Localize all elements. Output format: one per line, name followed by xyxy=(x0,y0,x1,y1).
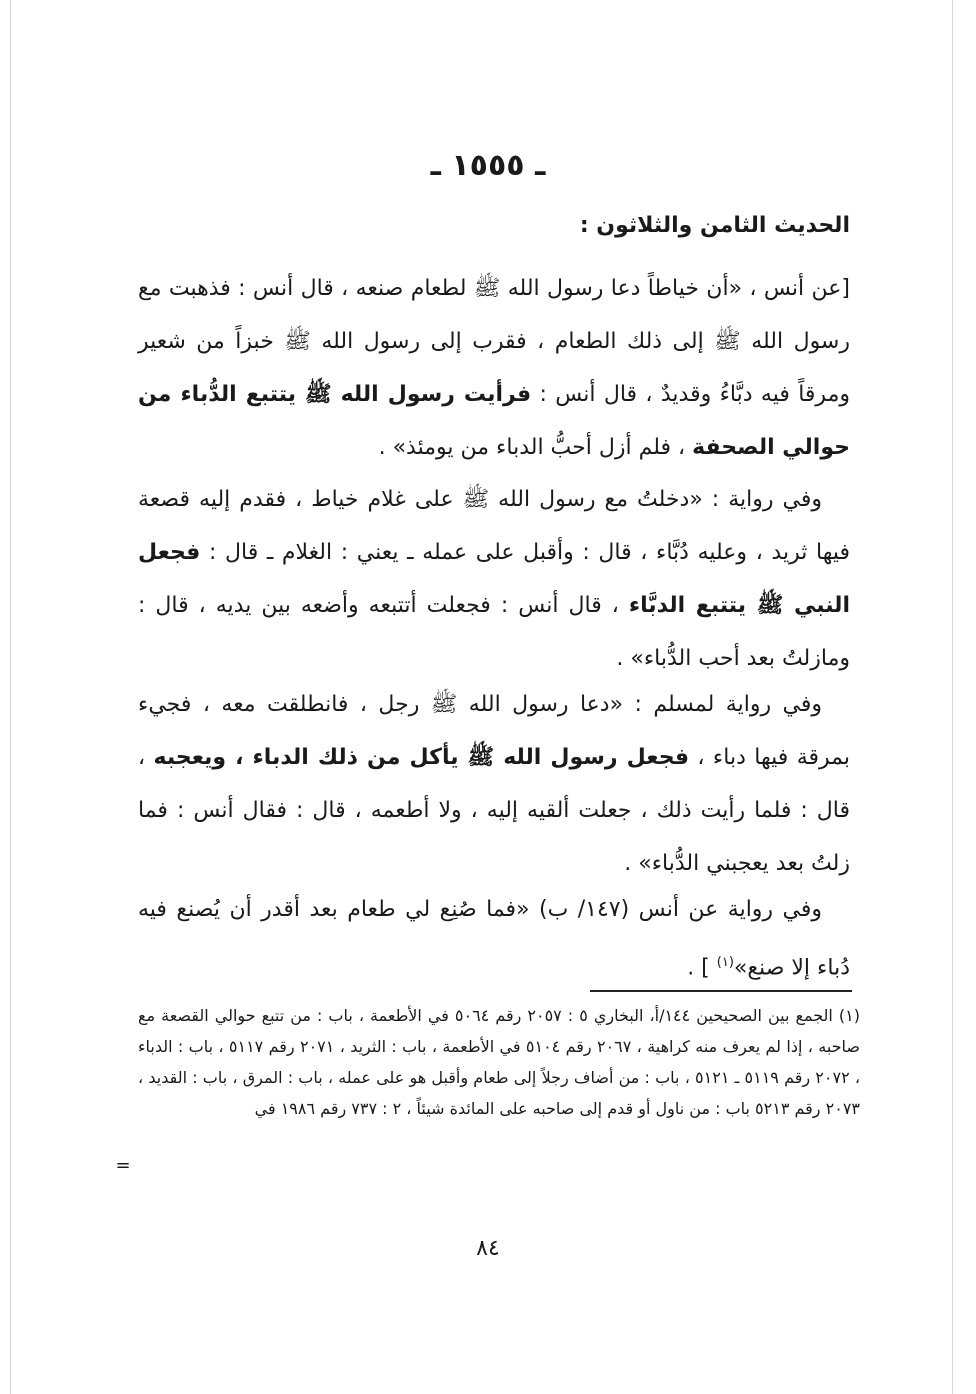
paragraph-3-end: ، قال : فلما رأيت ذلك ، جعلت ألقيه إليه ، ولا أطعمه ، قال : فقال أنس : فما زلتُ بعد يعجبني الدُّباء» . xyxy=(138,745,850,876)
paragraph-2-bold: فجعل النبي ﷺ يتتبع الدبَّاء xyxy=(138,540,850,618)
paragraph-2-end: ، قال أنس : فجعلت أتتبعه وأضعه بين يديه ، قال : ومازلتُ بعد أحب الدُّباء» . xyxy=(138,593,850,671)
paragraph-2 xyxy=(138,473,850,685)
paragraph-1-bold: فرأيت رسول الله ﷺ يتتبع الدُّباء من حوالي الصحفة xyxy=(138,382,850,460)
section-heading: الحديث الثامن والثلاثون : xyxy=(579,213,850,238)
paragraph-1-end: ، فلم أزل أحبُّ الدباء من يومئذ» . xyxy=(378,435,693,460)
paragraph-1 xyxy=(138,262,850,474)
footnote: (١) الجمع بين الصحيحين ١٤٤/أ، البخاري ٥ : ٢٠٥٧ رقم ٥٠٦٤ في الأطعمة ، باب : من تتبع حوالي القصعة مع صاحبه ، إذا لم يعرف منه كراهية ، ٢٠٦٧ رقم ٥١٠٤ في الأطعمة ، باب : الثريد ، ٢٠٧١ رقم ٥١١٧ ، باب : الدباء ، ٢٠٧٢ رقم ٥١١٩ ـ ٥١٢١ ، باب : من أضاف رجلاً إلى طعام وأقبل هو على عمله ، باب : المرق ، باب : القديد ، ٢٠٧٣ رقم ٥٢١٣ باب : من ناول أو قدم إلى صاحبه على المائدة شيئاً ، ٢ : ٧٣٧ رقم ١٩٨٦ في xyxy=(138,1006,861,1118)
footnote-continuation-mark: = xyxy=(115,1155,131,1176)
paragraph-4-end: ] . xyxy=(687,955,717,981)
hadith-number: ـ ١٥٥٥ ـ xyxy=(430,148,546,183)
paragraph-2-text: وفي رواية : «دخلتُ مع رسول الله ﷺ على غلام خياط ، فقدم إليه قصعة فيها ثريد ، وعليه دُبَّاء ، قال : وأقبل على عمله ـ يعني : الغلام ـ قال : xyxy=(138,487,850,565)
footnote-reference: (١) xyxy=(716,955,734,970)
paragraph-4 xyxy=(138,883,850,994)
paragraph-3-text: وفي رواية لمسلم : «دعا رسول الله ﷺ رجل ، فانطلقت معه ، فجيء بمرقة فيها دباء ، xyxy=(138,692,850,770)
footnote-divider xyxy=(590,990,852,992)
scan-edge-left xyxy=(10,0,11,1394)
page-number: ٨٤ xyxy=(476,1236,500,1261)
scan-edge-right xyxy=(952,0,953,1394)
paragraph-3-bold: فجعل رسول الله ﷺ يأكل من ذلك الدباء ، ويعجبه xyxy=(153,745,689,770)
paragraph-3 xyxy=(138,678,850,890)
paragraph-4-text: وفي رواية عن أنس (١٤٧/ ب) «فما صُنِع لي طعام بعد أقدر أن يُصنع فيه دُباء إلا صنع» xyxy=(138,897,850,981)
paragraph-1-text: [عن أنس ، «أن خياطاً دعا رسول الله ﷺ لطعام صنعه ، قال أنس : فذهبت مع رسول الله ﷺ إلى ذلك الطعام ، فقرب إلى رسول الله ﷺ خبزاً من شعير ومرقاً فيه دبَّاءُ وقديدٌ ، قال أنس : xyxy=(138,276,850,407)
